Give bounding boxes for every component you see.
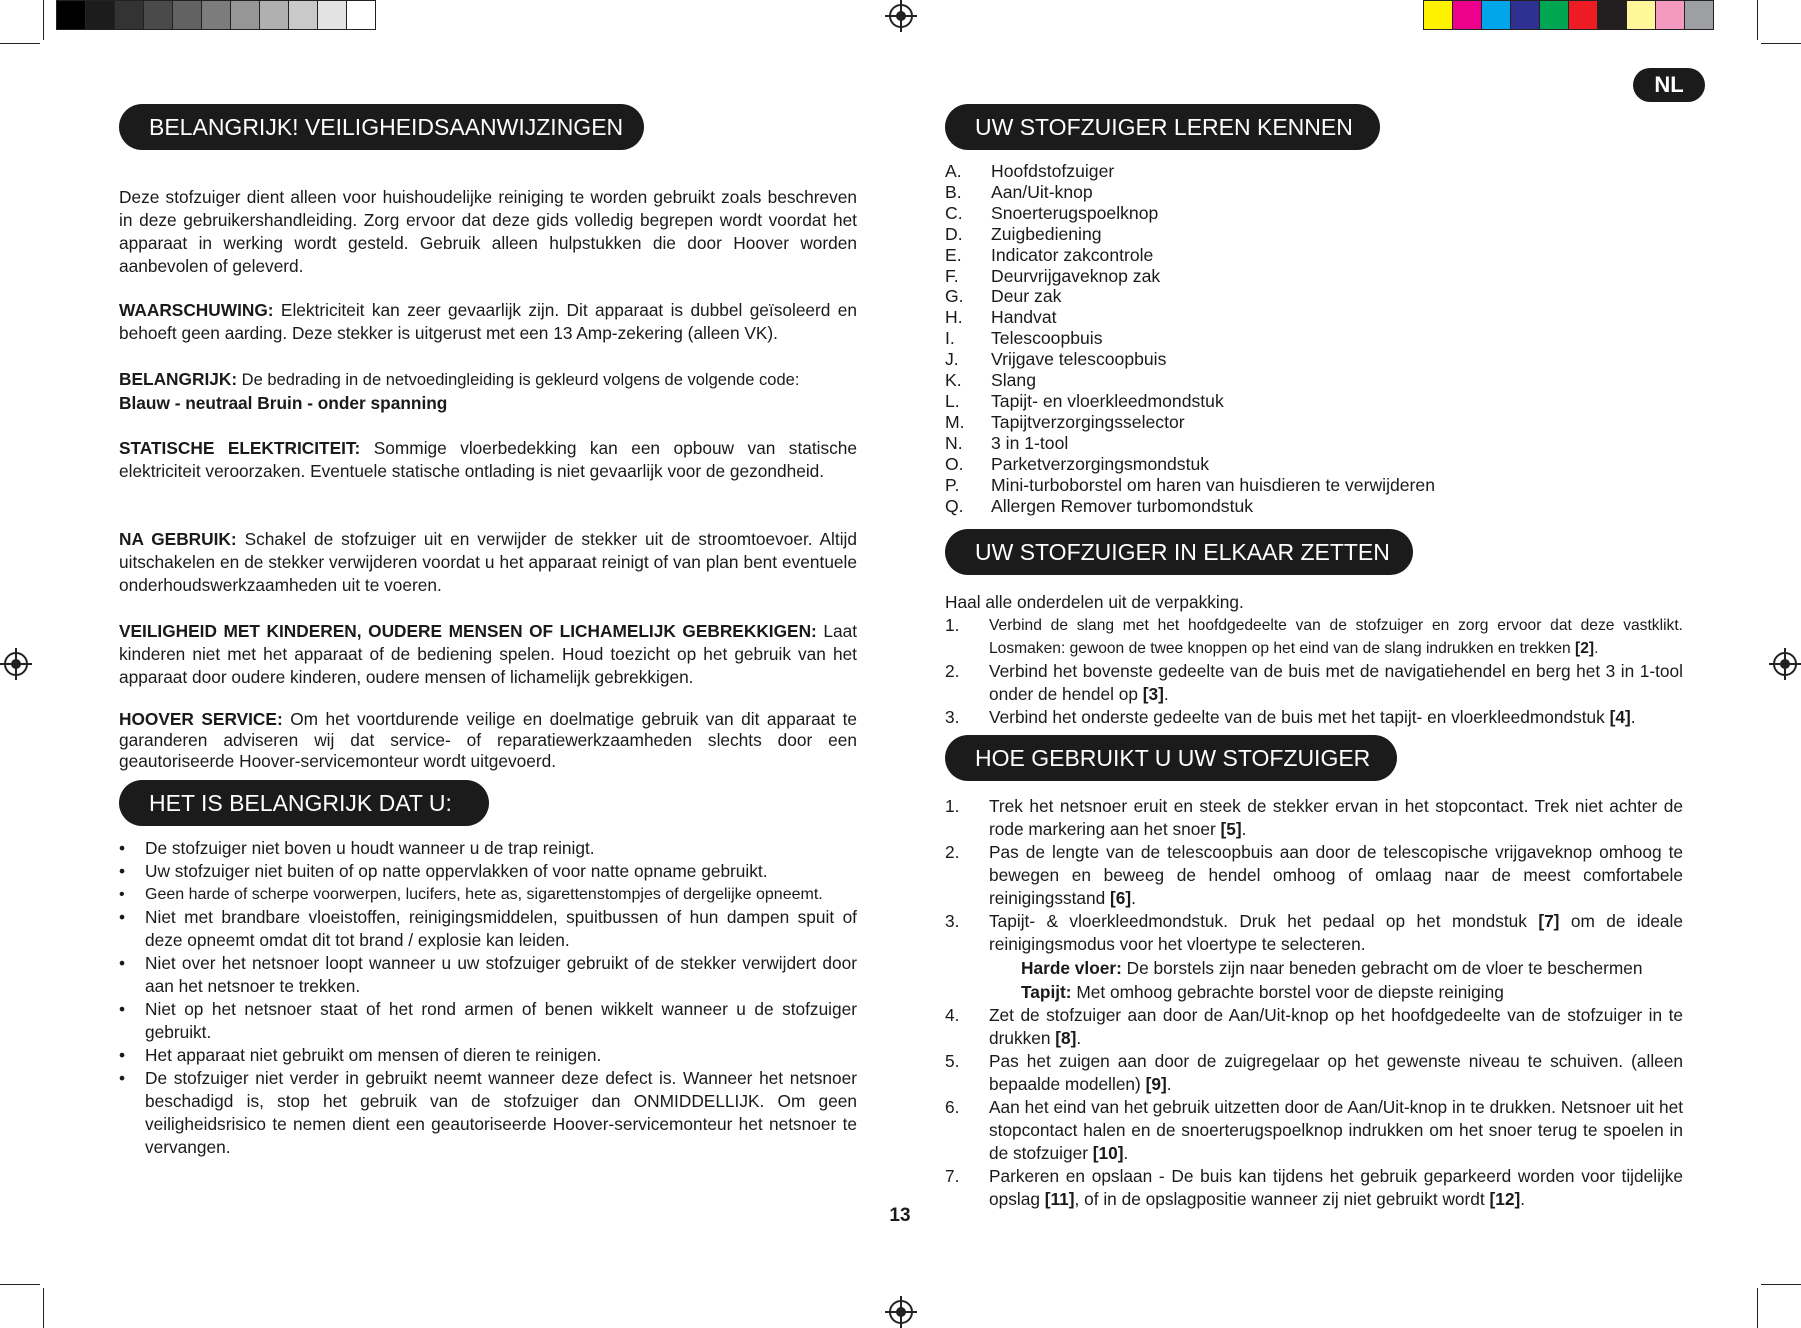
important-label: BELANGRIJK: <box>119 369 238 389</box>
list-item: • Het apparaat niet gebruikt om mensen of dieren te reinigen. <box>119 1044 857 1067</box>
gray-swatch <box>347 1 375 29</box>
list-item: 5. Pas het zuigen aan door de zuigregelaar op het gewenste niveau te schuiven. (alleen bepaalde modellen) [9]. <box>945 1051 1683 1094</box>
list-item: L. Tapijt- en vloerkleedmondstuk <box>945 390 1224 411</box>
list-item: 1. Trek het netsnoer eruit en steek de stekker ervan in het stopcontact. Trek niet achter de rode markering aan het snoer [5]. <box>945 796 1683 839</box>
list-item: • Niet met brandbare vloeistoffen, reinigingsmiddelen, spuitbussen of hun dampen spuit of deze opneemt omdat dit tot brand / explosie kan leiden. <box>119 906 857 952</box>
list-item: P. Mini-turboborstel om haren van huisdieren te verwijderen <box>945 474 1435 495</box>
section-header-important: HET IS BELANGRIJK DAT U: <box>119 780 489 826</box>
color-swatch <box>1685 1 1713 29</box>
usage-list <box>945 795 1683 1211</box>
warning-paragraph <box>119 299 857 345</box>
gray-swatch <box>173 1 202 29</box>
section-header-assembly: UW STOFZUIGER IN ELKAAR ZETTEN <box>945 529 1413 575</box>
static-text: Sommige vloerbedekking kan een opbouw van statische elektriciteit veroorzaken. Eventuele statische ontlading is niet gevaarlijk voor de gezondheid. <box>119 438 857 481</box>
color-swatch <box>1598 1 1627 29</box>
crop-mark <box>0 1284 40 1285</box>
list-item: 2. Verbind het bovenste gedeelte van de buis met de navigatiehendel en berg het 3 in 1-tool onder de hendel op [3]. <box>945 661 1683 704</box>
wiring-code: Blauw - neutraal Bruin - onder spanning <box>119 393 448 413</box>
service-paragraph <box>119 709 857 772</box>
section-header-know: UW STOFZUIGER LEREN KENNEN <box>945 104 1380 150</box>
static-label: STATISCHE ELEKTRICITEIT: <box>119 438 361 458</box>
list-item: • Uw stofzuiger niet buiten of op natte oppervlakken of voor natte opname gebruikt. <box>119 860 857 883</box>
list-item: • Niet over het netsnoer loopt wanneer u uw stofzuiger gebruikt of de stekker verwijdert door aan het netsnoer te trekken. <box>119 952 857 998</box>
grayscale-calibration-bar <box>56 0 376 30</box>
important-paragraph <box>119 368 857 415</box>
list-item: • De stofzuiger niet boven u houdt wanneer u de trap reinigt. <box>119 837 857 860</box>
crop-mark <box>1761 43 1801 44</box>
list-item: I. Telescoopbuis <box>945 328 1103 349</box>
list-item: D. Zuigbediening <box>945 223 1102 244</box>
list-item: 4. Zet de stofzuiger aan door de Aan/Uit-knop op het hoofdgedeelte van de stofzuiger in te drukken [8]. <box>945 1005 1683 1048</box>
list-item: 1. Verbind de slang met het hoofdgedeelte van de stofzuiger en zorg ervoor dat deze vastklikt. Losmaken: gewoon de twee knoppen op het eind van de slang indrukken en trekken [2]. <box>945 615 1683 657</box>
list-item: H. Handvat <box>945 307 1057 328</box>
children-paragraph <box>119 620 857 689</box>
list-item: B. Aan/Uit-knop <box>945 181 1093 202</box>
gray-swatch <box>260 1 289 29</box>
registration-mark-icon <box>4 652 28 676</box>
after-use-paragraph <box>119 528 857 597</box>
gray-swatch <box>86 1 115 29</box>
service-text: Om het voortdurende veilige en doelmatige gebruik van dit apparaat te garanderen adviseren wij dat service- of reparatiewerkzaamheden slechts door een geautoriseerde Hoover-servicemonteur wordt uitgevoerd. <box>119 709 857 771</box>
gray-swatch <box>231 1 260 29</box>
list-item: C. Snoerterugspoelknop <box>945 202 1159 223</box>
list-item: K. Slang <box>945 370 1036 391</box>
important-bullet-list <box>119 837 857 1159</box>
registration-mark-icon <box>889 4 913 28</box>
language-badge: NL <box>1633 68 1705 102</box>
color-swatch <box>1453 1 1482 29</box>
crop-mark <box>43 1288 44 1328</box>
crop-mark <box>1757 1288 1758 1328</box>
list-item: 7. Parkeren en opslaan - De buis kan tijdens het gebruik geparkeerd worden voor tijdelijke opslag [11], of in de opslagpositie wanneer zij niet gebruikt wordt [12]. <box>945 1166 1683 1209</box>
list-item: M. Tapijtverzorgingsselector <box>945 411 1185 432</box>
list-item: • Niet op het netsnoer staat of het rond armen of benen wikkelt wanneer u de stofzuiger gebruikt. <box>119 998 857 1044</box>
list-item: N. 3 in 1-tool <box>945 432 1069 453</box>
color-swatch <box>1511 1 1540 29</box>
children-text: Laat kinderen niet met het apparaat of de bediening spelen. Houd toezicht op het gebruik van het apparaat door oudere kinderen, oudere mensen of lichamelijk gebrekkigen. <box>119 621 858 687</box>
warning-text: Elektriciteit kan zeer gevaarlijk zijn. Dit apparaat is dubbel geïsoleerd en behoeft geen aarding. Deze stekker is uitgerust met een 13 Amp-zekering (alleen VK). <box>119 300 857 343</box>
color-swatch <box>1482 1 1511 29</box>
list-item: A. Hoofdstofzuiger <box>945 161 1115 181</box>
gray-swatch <box>289 1 318 29</box>
static-paragraph <box>119 437 857 483</box>
gray-swatch <box>144 1 173 29</box>
important-text: De bedrading in de netvoedingleiding is gekleurd volgens de volgende code: <box>237 371 800 389</box>
list-item: • De stofzuiger niet verder in gebruikt neemt wanneer deze defect is. Wanneer het netsnoer beschadigd is, stop het gebruik van de stofzuiger dan ONMIDDELLIJK. Om geen veiligheidsrisico te nemen dient een geautoriseerde Hoover-servicemonteur het netsnoer te vervangen. <box>119 1067 857 1159</box>
list-item: 3. Verbind het onderste gedeelte van de buis met het tapijt- en vloerkleedmondstuk [4]. <box>945 707 1636 727</box>
list-item: E. Indicator zakcontrole <box>945 244 1154 265</box>
intro-paragraph: Deze stofzuiger dient alleen voor huishoudelijke reiniging te worden gebruikt zoals beschreven in deze gebruikershandleiding. Zorg ervoor dat deze gids volledig begrepen wordt voordat het apparaat in werking wordt gesteld. Gebruik alleen hulpstukken die door Hoover worden aanbevolen of geleverd. <box>119 187 857 276</box>
color-swatch <box>1540 1 1569 29</box>
list-item: 3. Tapijt- & vloerkleedmondstuk. Druk het pedaal op het mondstuk [7] om de ideale reinigingsmodus voor het vloertype te selecteren. <box>945 911 1683 954</box>
gray-swatch <box>57 1 86 29</box>
section-header-safety: BELANGRIJK! VEILIGHEIDSAANWIJZINGEN <box>119 104 644 150</box>
after-use-text: Schakel de stofzuiger uit en verwijder de stekker uit de stroomtoevoer. Altijd uitschakelen en de stekker verwijderen voordat u het apparaat reinigt of van plan bent eventuele onderhoudswerkzaamheden uit te voeren. <box>119 529 857 595</box>
list-item: O. Parketverzorgingsmondstuk <box>945 453 1210 474</box>
crop-mark <box>1761 1284 1801 1285</box>
warning-label: WAARSCHUWING: <box>119 300 274 320</box>
carpet-note: Tapijt: Met omhoog gebrachte borstel voor de diepste reiniging <box>1021 982 1504 1002</box>
color-swatch <box>1424 1 1453 29</box>
crop-mark <box>0 43 40 44</box>
list-item: G. Deur zak <box>945 286 1062 307</box>
gray-swatch <box>202 1 231 29</box>
color-calibration-bar <box>1423 0 1714 30</box>
registration-mark-icon <box>1773 652 1797 676</box>
list-item: • Geen harde of scherpe voorwerpen, lucifers, hete as, sigarettenstompjes of dergelijke opneemt. <box>119 883 857 906</box>
section-header-usage: HOE GEBRUIKT U UW STOFZUIGER <box>945 735 1397 781</box>
parts-list <box>945 161 1645 516</box>
list-item: 2. Pas de lengte van de telescoopbuis aan door de telescopische vrijgaveknop omhoog te bewegen en beweeg de hendel omhoog of omlaag naar de meest comfortabele reinigingsstand [6]. <box>945 842 1683 908</box>
list-item: J. Vrijgave telescoopbuis <box>945 349 1167 370</box>
list-item: Q. Allergen Remover turbomondstuk <box>945 495 1254 516</box>
crop-mark <box>1757 0 1758 40</box>
children-label: VEILIGHEID MET KINDEREN, OUDERE MENSEN OF LICHAMELIJK GEBREKKIGEN: <box>119 621 817 641</box>
color-swatch <box>1656 1 1685 29</box>
list-item: F. Deurvrijgaveknop zak <box>945 265 1161 286</box>
page-number: 13 <box>889 1205 911 1226</box>
hard-floor-note: Harde vloer: De borstels zijn naar beneden gebracht om de vloer te beschermen <box>1021 958 1643 978</box>
after-use-label: NA GEBRUIK: <box>119 529 237 549</box>
assembly-intro: Haal alle onderdelen uit de verpakking. <box>945 592 1244 612</box>
gray-swatch <box>318 1 347 29</box>
registration-mark-icon <box>889 1300 913 1324</box>
crop-mark <box>43 0 44 40</box>
assembly-section <box>945 591 1683 729</box>
color-swatch <box>1569 1 1598 29</box>
gray-swatch <box>115 1 144 29</box>
color-swatch <box>1627 1 1656 29</box>
list-item: 6. Aan het eind van het gebruik uitzetten door de Aan/Uit-knop in te drukken. Netsnoer uit het stopcontact halen en de snoerterugspoelknop indrukken om het snoer terug te spoelen in de stofzuiger [10]. <box>945 1097 1683 1163</box>
service-label: HOOVER SERVICE: <box>119 709 283 729</box>
